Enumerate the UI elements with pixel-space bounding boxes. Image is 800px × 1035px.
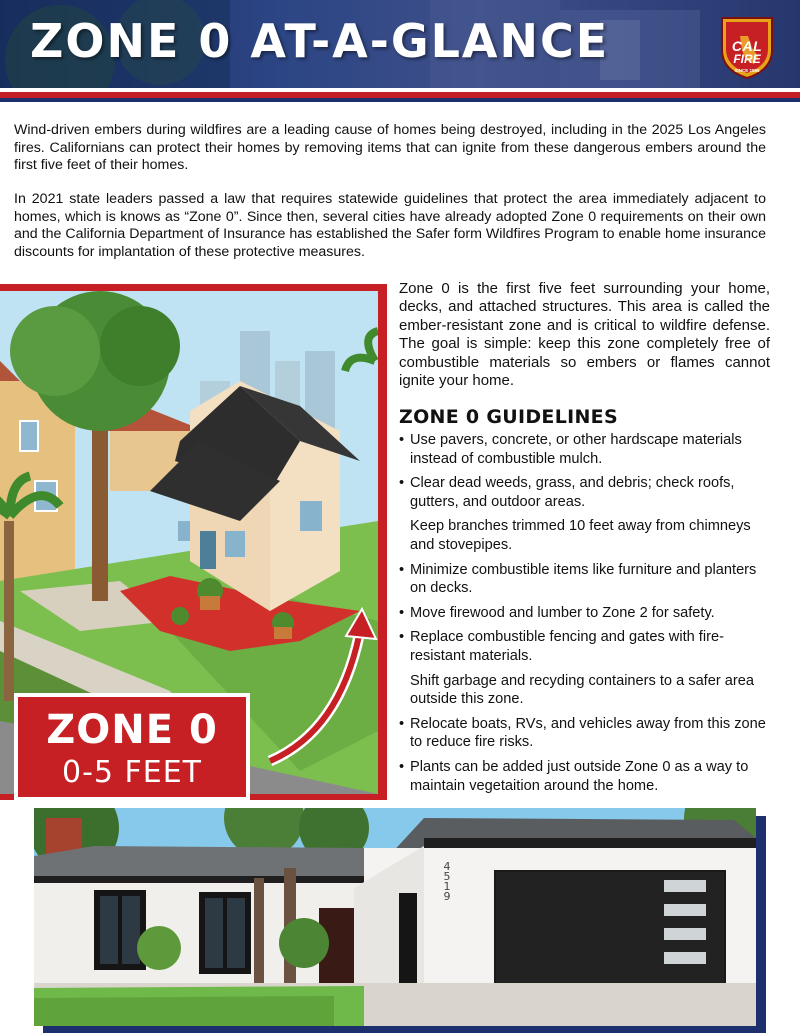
bullet-icon: • bbox=[399, 561, 405, 578]
guideline-item bbox=[399, 431, 769, 468]
bullet-icon: • bbox=[399, 432, 405, 448]
guideline-text: Keep branches trimmed 10 feet away from chimneys and stovepipes. bbox=[410, 518, 751, 553]
bullet-icon: • bbox=[399, 758, 405, 775]
bullet-icon: • bbox=[399, 715, 405, 732]
house-photo bbox=[34, 808, 756, 1026]
intro-paragraph-2: In 2021 state leaders passed a law that requires statewide guidelines that protect the area immediately adjacent to homes, which is knows as “Zone 0”. Since then, several cities have already adopted Zone 0 requirements on their own and the California Department of Insurance has established the Safer form Wildfires Program to enable home insurance discounts for implantation of these protective measures. bbox=[14, 191, 766, 260]
house-number-digit: 9 bbox=[443, 890, 451, 903]
guideline-item bbox=[399, 517, 769, 554]
guideline-text: Plants can be added just outside Zone 0 as a way to maintain vegetaition around the home. bbox=[410, 758, 749, 794]
logo-text-fire: FIRE bbox=[733, 52, 761, 66]
guideline-text: Shift garbage and recyding containers to a safer area outside this zone. bbox=[410, 672, 754, 708]
guideline-text: Move firewood and lumber to Zone 2 for safety. bbox=[410, 604, 715, 621]
bullet-icon: • bbox=[399, 475, 405, 492]
guidelines-title: ZONE 0 GUIDELINES bbox=[399, 406, 618, 428]
bullet-icon: • bbox=[399, 604, 405, 621]
header-banner bbox=[0, 0, 800, 96]
guideline-item bbox=[399, 715, 769, 752]
guideline-text: Clear dead weeds, grass, and debris; check roofs, gutters, and outdoor areas. bbox=[410, 475, 735, 510]
guideline-item bbox=[399, 758, 769, 795]
guideline-item bbox=[399, 628, 769, 665]
house-number-digit: 5 bbox=[443, 870, 451, 883]
intro-paragraph-1: Wind-driven embers during wildfires are a leading cause of homes being destroyed, including in the 2025 Los Angeles fires. Californians can protect their homes by removing items that can ignite from these dangerous embers around the first five feet of their homes. bbox=[14, 122, 766, 173]
house-number-digit: 1 bbox=[443, 880, 451, 893]
page-title: ZONE 0 AT-A-GLANCE bbox=[30, 14, 610, 68]
guideline-text: Minimize combustible items like furniture and planters on decks. bbox=[410, 561, 757, 597]
house-number bbox=[440, 862, 454, 902]
guideline-item bbox=[399, 474, 769, 511]
guideline-item bbox=[399, 672, 769, 709]
logo-text-cal: CAL bbox=[731, 38, 763, 54]
guideline-item bbox=[399, 561, 769, 598]
house-photo-art bbox=[34, 808, 756, 1026]
zone0-description: Zone 0 is the first five feet surrounding your home, decks, and attached structures. This area is called the ember-resistant zone and is critical to wildfire defense. The goal is simple: keep this zone completely free of combustible materials so embers or flames cannot ignite your home. bbox=[399, 280, 770, 390]
guidelines-list bbox=[399, 431, 769, 801]
zone0-label-title: ZONE 0 bbox=[46, 707, 218, 753]
header-rule-navy bbox=[0, 98, 800, 102]
guideline-text: Relocate boats, RVs, and vehicles away from this zone to reduce fire risks. bbox=[410, 715, 766, 751]
house-number-digit: 4 bbox=[443, 860, 451, 873]
bullet-icon: • bbox=[399, 629, 405, 646]
logo-text-since: SINCE 1885 bbox=[734, 68, 760, 73]
guideline-text: Replace combustible fencing and gates with fire-resistant materials. bbox=[410, 629, 724, 664]
zone0-label-badge bbox=[14, 693, 250, 801]
guideline-item bbox=[399, 604, 769, 623]
guideline-text: Use pavers, concrete, or other hardscape materials instead of combustible mulch. bbox=[410, 432, 742, 467]
calfire-logo bbox=[718, 12, 776, 80]
zone0-label-range: 0-5 FEET bbox=[61, 755, 203, 790]
